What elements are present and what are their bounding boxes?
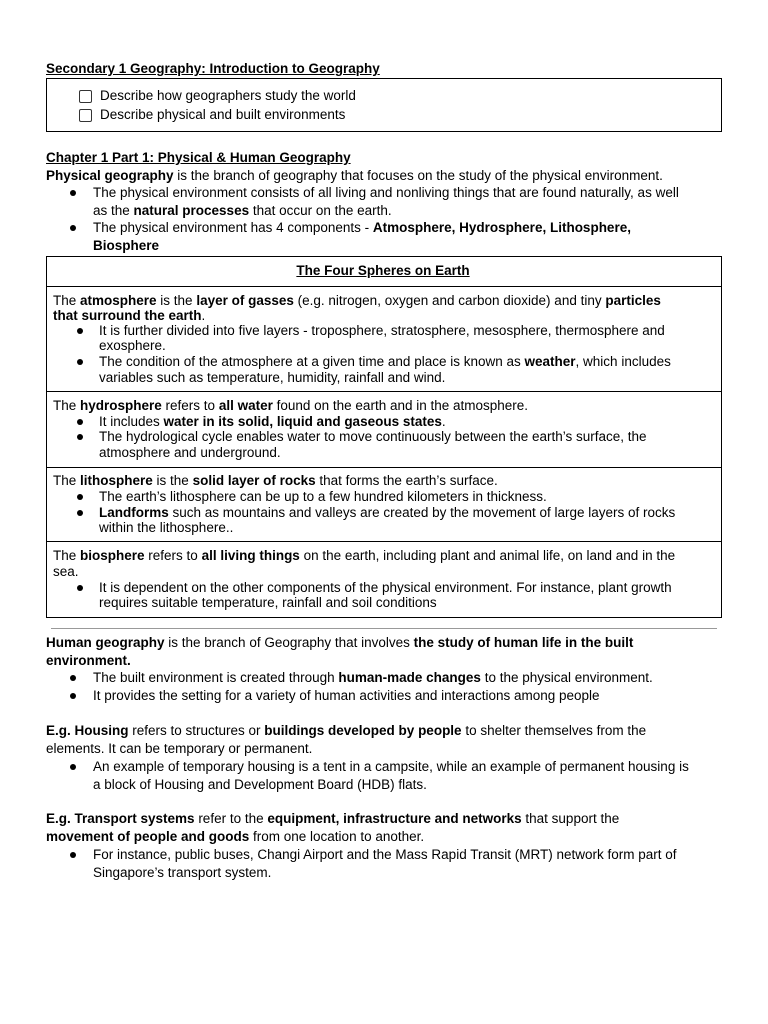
bullet-icon [77, 355, 85, 363]
bullet-icon [70, 221, 78, 229]
list-item-text: Biosphere [93, 238, 160, 253]
list-item-text: The physical environment has 4 components - Atmosphere, Hydrosphere, Lithosphere, [93, 220, 631, 235]
atmosphere-text: that surround the earth. [53, 308, 206, 323]
objective-item: Describe physical and built environments [100, 107, 346, 122]
list-item-text: The condition of the atmosphere at a given time and place is known as weather, which includes [99, 354, 671, 369]
list-item-text: variables such as temperature, humidity, rainfall and wind. [99, 370, 446, 385]
transport-example: movement of people and goods from one location to another. [46, 829, 425, 844]
bullet-icon [70, 848, 78, 856]
bullet-icon [70, 689, 78, 697]
list-item-text: The built environment is created through human-made changes to the physical environment. [93, 670, 653, 685]
housing-example: elements. It can be temporary or permanent. [46, 741, 313, 756]
human-geography-definition: environment. [46, 653, 131, 668]
checkbox-icon[interactable] [79, 109, 92, 122]
list-item-text: as the natural processes that occur on the earth. [93, 203, 392, 218]
document-title: Secondary 1 Geography: Introduction to Geography [46, 61, 380, 76]
table-heading: The Four Spheres on Earth [296, 263, 470, 278]
bullet-icon [77, 430, 85, 438]
lithosphere-text: The lithosphere is the solid layer of rocks that forms the earth’s surface. [53, 473, 498, 488]
bullet-icon [70, 671, 78, 679]
transport-example: E.g. Transport systems refer to the equipment, infrastructure and networks that support the [46, 811, 620, 826]
human-geography-definition: Human geography is the branch of Geography that involves the study of human life in the built [46, 635, 634, 650]
housing-example: E.g. Housing refers to structures or buildings developed by people to shelter themselves from the [46, 723, 647, 738]
table-divider [47, 467, 721, 468]
list-item-text: For instance, public buses, Changi Airport and the Mass Rapid Transit (MRT) network form part of [93, 847, 677, 862]
list-item-text: An example of temporary housing is a tent in a campsite, while an example of permanent housing is [93, 759, 689, 774]
objectives-box [46, 78, 722, 132]
list-item-text: The hydrological cycle enables water to move continuously between the earth’s surface, the [99, 429, 647, 444]
list-item-text: Singapore’s transport system. [93, 865, 272, 880]
list-item-text: It includes water in its solid, liquid and gaseous states. [99, 414, 446, 429]
biosphere-text: sea. [53, 564, 79, 579]
bullet-icon [70, 186, 78, 194]
objective-item: Describe how geographers study the world [100, 88, 356, 103]
list-item-text: atmosphere and underground. [99, 445, 281, 460]
biosphere-text: The biosphere refers to all living things on the earth, including plant and animal life, on land and in the [53, 548, 676, 563]
list-item-text: Landforms such as mountains and valleys are created by the movement of large layers of rocks [99, 505, 676, 520]
chapter-heading: Chapter 1 Part 1: Physical & Human Geography [46, 150, 351, 165]
table-divider [47, 541, 721, 542]
hydrosphere-text: The hydrosphere refers to all water found on the earth and in the atmosphere. [53, 398, 529, 413]
atmosphere-text: The atmosphere is the layer of gasses (e.g. nitrogen, oxygen and carbon dioxide) and tiny particles [53, 293, 661, 308]
list-item-text: requires suitable temperature, rainfall and soil conditions [99, 595, 437, 610]
list-item-text: It provides the setting for a variety of human activities and interactions among people [93, 688, 600, 703]
list-item-text: It is dependent on the other components of the physical environment. For instance, plant growth [99, 580, 672, 595]
list-item-text: within the lithosphere.. [99, 520, 234, 535]
list-item-text: The earth’s lithosphere can be up to a few hundred kilometers in thickness. [99, 489, 547, 504]
table-divider [47, 391, 721, 392]
term: Physical geography [46, 168, 174, 183]
list-item-text: a block of Housing and Development Board (HDB) flats. [93, 777, 427, 792]
table-divider [47, 286, 721, 287]
bullet-icon [77, 581, 85, 589]
physical-geography-definition: Physical geography is the branch of geography that focuses on the study of the physical environment. [46, 168, 663, 183]
bullet-icon [70, 760, 78, 768]
list-item-text: exosphere. [99, 338, 166, 353]
bullet-icon [77, 324, 85, 332]
section-divider [51, 628, 717, 629]
list-item-text: It is further divided into five layers - troposphere, stratosphere, mesosphere, thermosphere and [99, 323, 665, 338]
bullet-icon [77, 490, 85, 498]
bullet-icon [77, 506, 85, 514]
bullet-icon [77, 415, 85, 423]
checkbox-icon[interactable] [79, 90, 92, 103]
list-item-text: The physical environment consists of all living and nonliving things that are found naturally, as well [93, 185, 679, 200]
